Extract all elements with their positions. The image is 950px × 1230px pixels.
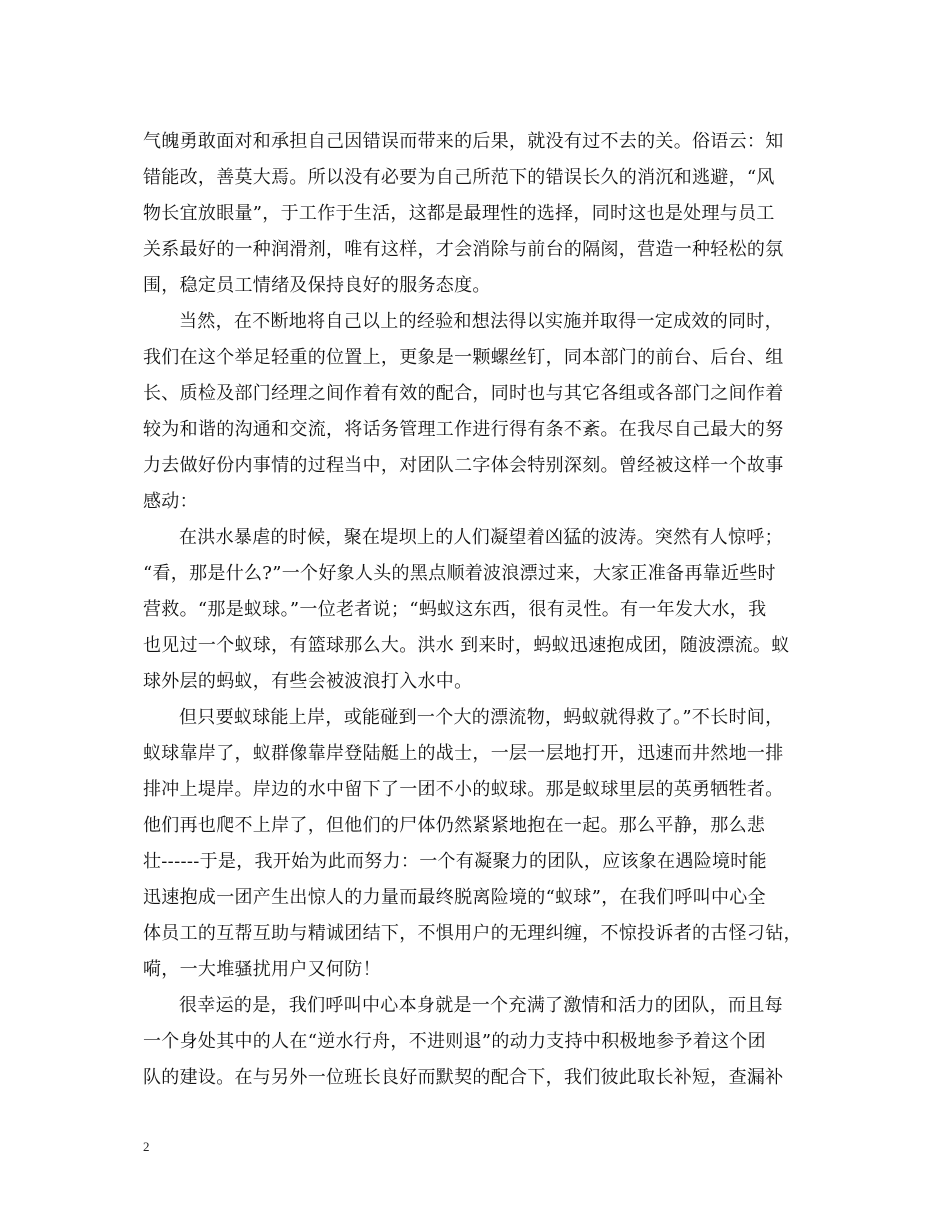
paragraph-start-line: 很幸运的是，我们呼叫中心本身就是一个充满了激情和活力的团队，而且每 bbox=[179, 995, 783, 1016]
text-line: 队的建设。在与另外一位班长良好而默契的配合下，我们彼此取长补短，查漏补 bbox=[143, 1067, 784, 1088]
text-line: 力去做好份内事情的过程当中，对团队二字体会特别深刻。曾经被这样一个故事 bbox=[143, 455, 784, 476]
text-line: 嗬，一大堆骚扰用户又何防！ bbox=[143, 959, 381, 980]
text-line: 物长宜放眼量”，于工作于生活，这都是最理性的选择，同时这也是处理与员工 bbox=[143, 203, 775, 224]
text-line: 围，稳定员工情绪及保持良好的服务态度。 bbox=[143, 275, 491, 296]
paragraph-start-line: 在洪水暴虐的时候，聚在堤坝上的人们凝望着凶猛的波涛。突然有人惊呼； bbox=[179, 527, 783, 548]
text-line: 排冲上堤岸。岸边的水中留下了一团不小的蚁球。那是蚁球里层的英勇牺牲者。 bbox=[143, 779, 784, 800]
text-line: 也见过一个蚁球，有篮球那么大。洪水 到来时，蚂蚁迅速抱成团，随波漂流。蚁 bbox=[143, 635, 790, 656]
text-line: 错能改，善莫大焉。所以没有必要为自己所范下的错误长久的消沉和逃避，“风 bbox=[143, 167, 775, 188]
text-line: “看，那是什么?”一个好象人头的黑点顺着波浪漂过来，大家正准备再靠近些时 bbox=[143, 563, 776, 584]
paragraph-start-line: 当然，在不断地将自己以上的经验和想法得以实施并取得一定成效的同时， bbox=[179, 311, 783, 332]
text-line: 营救。“那是蚁球。”一位老者说；“蚂蚁这东西，很有灵性。有一年发大水，我 bbox=[143, 599, 767, 620]
text-line: 我们在这个举足轻重的位置上，更象是一颗螺丝钉，同本部门的前台、后台、组 bbox=[143, 347, 784, 368]
page-number: 2 bbox=[143, 1139, 150, 1154]
text-line: 气魄勇敢面对和承担自己因错误而带来的后果，就没有过不去的关。俗语云：知 bbox=[143, 131, 784, 152]
text-line: 迅速抱成一团产生出惊人的力量而最终脱离险境的“蚁球”，在我们呼叫中心全 bbox=[143, 887, 766, 908]
text-line: 蚁球靠岸了，蚁群像靠岸登陆艇上的战士，一层一层地打开，迅速而井然地一排 bbox=[143, 743, 784, 764]
text-line: 感动： bbox=[143, 491, 198, 512]
text-line: 较为和谐的沟通和交流，将话务管理工作进行得有条不紊。在我尽自己最大的努 bbox=[143, 419, 784, 440]
text-line: 他们再也爬不上岸了，但他们的尸体仍然紧紧地抱在一起。那么平静，那么悲 bbox=[143, 815, 766, 836]
text-line: 体员工的互帮互助与精诚团结下，不惧用户的无理纠缠，不惊投诉者的古怪刁钻， bbox=[143, 923, 802, 944]
text-line: 球外层的蚂蚁，有些会被波浪打入水中。 bbox=[143, 671, 473, 692]
text-line: 一个身处其中的人在“逆水行舟，不进则退”的动力支持中积极地参予着这个团 bbox=[143, 1031, 766, 1052]
paragraph-start-line: 但只要蚁球能上岸，或能碰到一个大的漂流物，蚂蚁就得救了。”不长时间， bbox=[179, 707, 784, 728]
text-line: 壮------于是，我开始为此而努力：一个有凝聚力的团队，应该象在遇险境时能 bbox=[143, 851, 767, 872]
text-line: 关系最好的一种润滑剂，唯有这样，才会消除与前台的隔阂，营造一种轻松的氛 bbox=[143, 239, 784, 260]
text-line: 长、质检及部门经理之间作着有效的配合，同时也与其它各组或各部门之间作着 bbox=[143, 383, 784, 404]
